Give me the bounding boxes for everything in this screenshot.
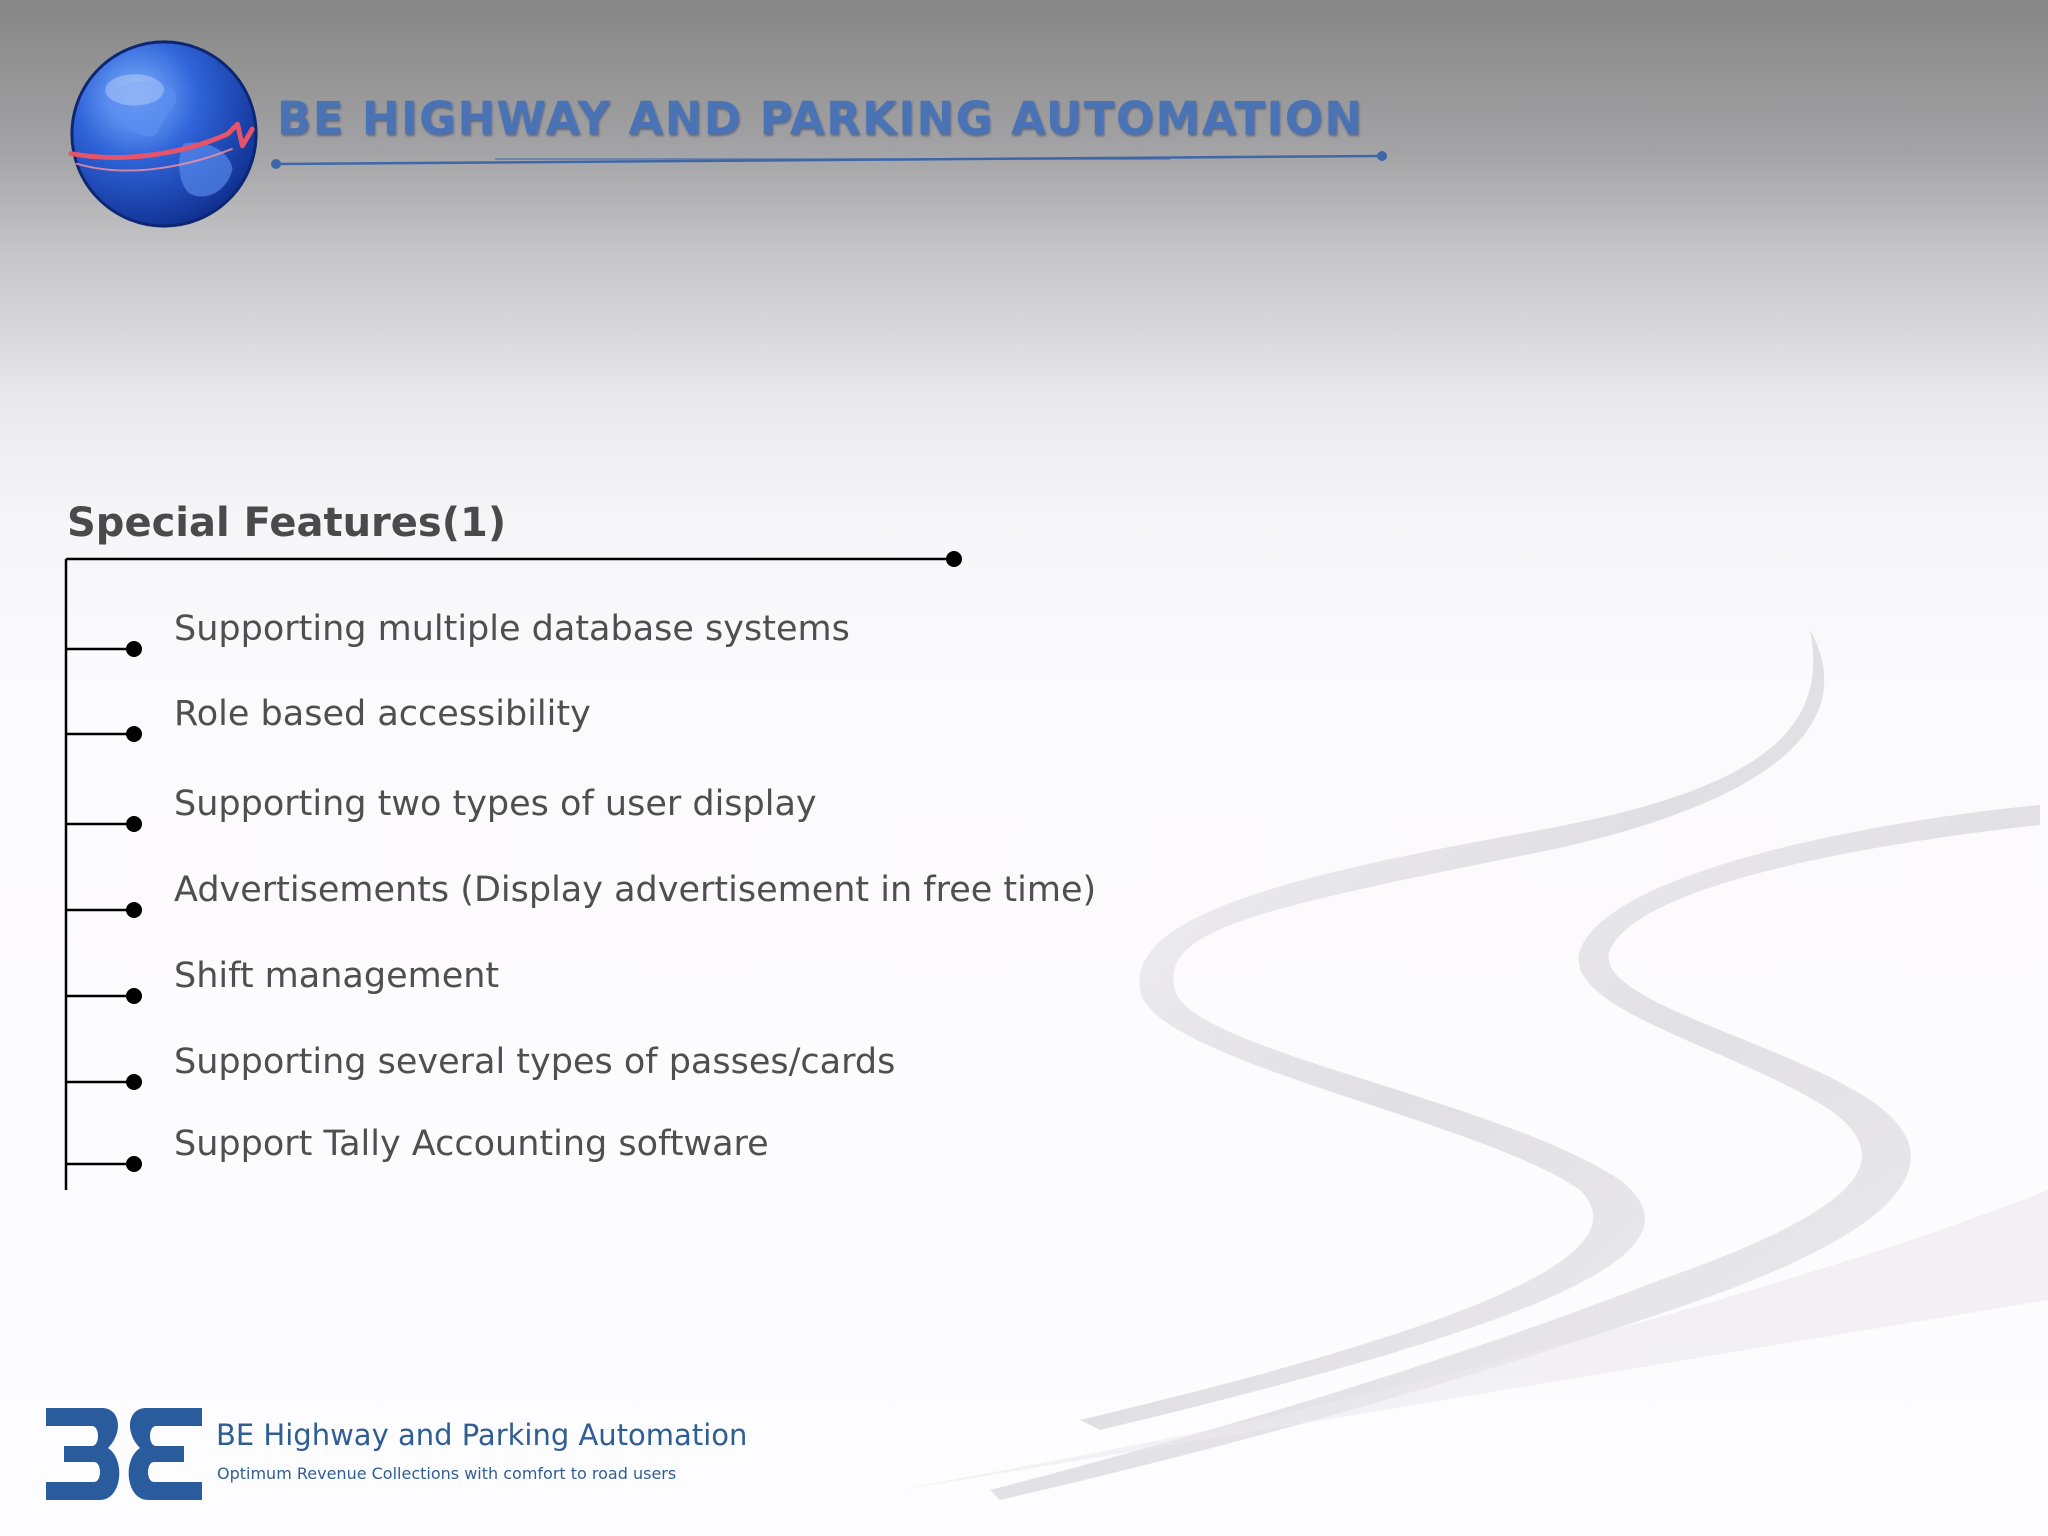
feature-item: Supporting two types of user display	[174, 784, 817, 824]
feature-item: Support Tally Accounting software	[174, 1124, 769, 1164]
footer-company-name: BE Highway and Parking Automation	[216, 1418, 748, 1452]
be-logo-icon	[44, 1404, 204, 1504]
header-underline	[270, 150, 1395, 170]
feature-item: Supporting several types of passes/cards	[174, 1042, 896, 1082]
feature-item: Role based accessibility	[174, 694, 591, 734]
globe-icon	[66, 36, 262, 232]
footer-tagline: Optimum Revenue Collections with comfort to road users	[217, 1464, 677, 1483]
feature-item: Supporting multiple database systems	[174, 609, 850, 649]
section-title: Special Features(1)	[67, 500, 507, 546]
feature-item: Advertisements (Display advertisement in free time)	[174, 870, 1097, 910]
feature-item: Shift management	[174, 956, 500, 996]
header-title: BE HIGHWAY AND PARKING AUTOMATION	[277, 92, 1364, 145]
